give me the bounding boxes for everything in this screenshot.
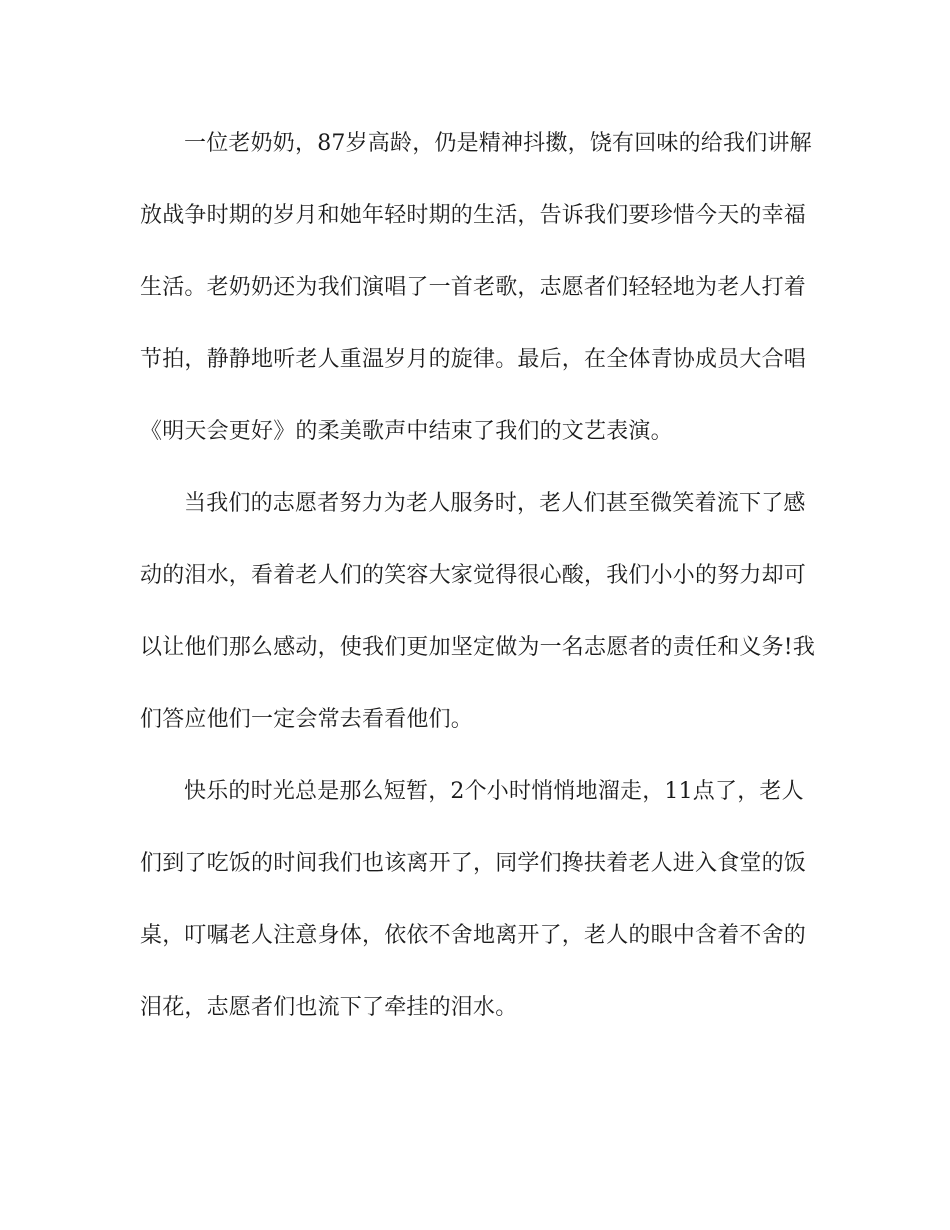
paragraph-2: [140, 468, 816, 756]
text-line: 节拍，静静地听老人重温岁月的旋律。最后，在全体青协成员大合唱: [140, 347, 807, 372]
text-line: 们答应他们一定会常去看看他们。: [140, 707, 474, 732]
text-line: 们到了吃饭的时间我们也该离开了，同学们搀扶着老人进入食堂的饭: [140, 851, 807, 876]
paragraph-3: [140, 756, 810, 1044]
text-line: 桌，叮嘱老人注意身体，依依不舍地离开了，老人的眼中含着不舍的: [140, 923, 807, 948]
text-line: 生活。老奶奶还为我们演唱了一首老歌，志愿者们轻轻地为老人打着: [140, 275, 807, 300]
text-line: 一位老奶奶，87岁高龄，仍是精神抖擞，饶有回味的给我们讲解: [184, 131, 812, 156]
text-line: 动的泪水，看着老人们的笑容大家觉得很心酸，我们小小的努力却可: [140, 563, 807, 588]
text-line: 以让他们那么感动，使我们更加坚定做为一名志愿者的责任和义务!我: [140, 635, 816, 660]
text-line: 《明天会更好》的柔美歌声中结束了我们的文艺表演。: [140, 419, 673, 444]
text-line: 快乐的时光总是那么短暂，2个小时悄悄地溜走，11点了，老人: [184, 779, 804, 804]
body-text: [140, 108, 816, 1044]
paragraph-1: [140, 108, 810, 468]
text-line: 放战争时期的岁月和她年轻时期的生活，告诉我们要珍惜今天的幸福: [140, 203, 807, 228]
text-line: 当我们的志愿者努力为老人服务时，老人们甚至微笑着流下了感: [184, 491, 806, 516]
text-line: 泪花，志愿者们也流下了牵挂的泪水。: [140, 995, 518, 1020]
